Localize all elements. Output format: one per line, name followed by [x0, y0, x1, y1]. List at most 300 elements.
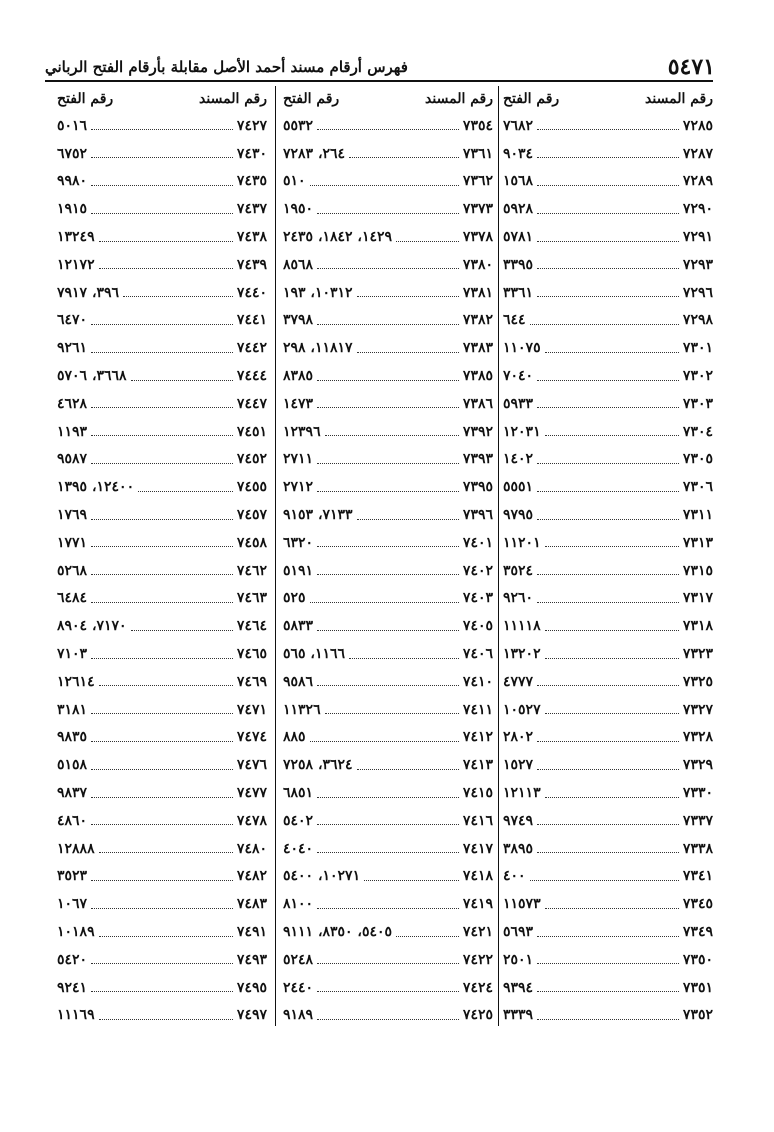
musnad-number: ٧٤٤٧ — [236, 395, 267, 412]
dot-leader — [364, 880, 459, 881]
fath-number: ٩٩٨٠ — [57, 173, 88, 190]
musnad-number: ٧٤٣٧ — [236, 201, 267, 218]
index-row — [283, 696, 493, 724]
dot-leader — [349, 658, 459, 659]
musnad-number: ٧٣٨٥ — [462, 368, 493, 385]
index-row — [283, 1002, 493, 1030]
musnad-number: ٧٣٧٨ — [462, 229, 493, 246]
fath-number: ١٧٦٩ — [57, 507, 88, 524]
dot-leader — [530, 880, 679, 881]
fath-number: ٢٦٤، ٧٢٨٣ — [283, 145, 346, 162]
fath-number: ١٢٦١٤ — [57, 673, 95, 690]
fath-number: ٥٦٩٣ — [503, 924, 534, 940]
dot-leader — [537, 157, 679, 158]
musnad-number: ٧٣٠١ — [682, 340, 713, 357]
dot-leader — [91, 797, 233, 798]
dot-leader — [537, 852, 679, 853]
dot-leader — [138, 491, 233, 492]
page-title: فهرس أرقام مسند أحمد الأصل مقابلة بأرقام الفتح الرباني — [45, 58, 408, 76]
dot-leader — [317, 129, 459, 130]
fath-number: ١٩١٥ — [57, 201, 88, 218]
index-row — [503, 140, 713, 168]
musnad-number: ٧٤٣٥ — [236, 173, 267, 190]
index-row — [283, 640, 493, 668]
index-row — [57, 390, 267, 418]
musnad-number: ٧٣٨١ — [462, 284, 493, 301]
musnad-number: ٧٤٧٨ — [236, 812, 267, 829]
dot-leader — [537, 380, 679, 381]
dot-leader — [545, 630, 679, 631]
musnad-number: ٧٣٣٠ — [682, 785, 713, 802]
index-row — [57, 835, 267, 863]
index-row — [57, 557, 267, 585]
musnad-number: ٧٣٠٢ — [682, 368, 713, 385]
index-row — [283, 918, 493, 946]
dot-leader — [317, 324, 459, 325]
dot-leader — [537, 741, 679, 742]
musnad-number: ٧٤٢١ — [462, 924, 493, 940]
musnad-number: ٧٣١٧ — [682, 590, 713, 607]
dot-leader — [91, 602, 233, 603]
fath-number: ١٤٠٢ — [503, 451, 534, 468]
index-row — [57, 362, 267, 390]
fath-number: ٩٥٨٧ — [57, 451, 88, 468]
musnad-number: ٧٣٥٢ — [682, 1007, 713, 1024]
musnad-number: ٧٣٤٥ — [682, 896, 713, 913]
index-row — [503, 390, 713, 418]
index-row — [503, 362, 713, 390]
index-row — [503, 779, 713, 807]
dot-leader — [530, 324, 679, 325]
fath-number: ٥٢٤٨ — [283, 951, 314, 968]
index-row — [503, 418, 713, 446]
index-row — [283, 418, 493, 446]
dot-leader — [537, 519, 679, 520]
dot-leader — [317, 630, 459, 631]
index-row — [283, 334, 493, 362]
header-rule — [45, 80, 713, 82]
musnad-number: ٧٤٤٢ — [236, 340, 267, 357]
dot-leader — [91, 352, 233, 353]
index-row — [503, 724, 713, 752]
fath-number: ١٢١٧٢ — [57, 256, 95, 273]
dot-leader — [317, 1019, 459, 1020]
musnad-number: ٧٤١٢ — [462, 729, 493, 746]
fath-number: ١١٩٣ — [57, 423, 88, 440]
dot-leader — [537, 824, 679, 825]
index-row — [503, 251, 713, 279]
fath-number: ٢٨٠٢ — [503, 729, 534, 746]
index-row — [283, 168, 493, 196]
index-row — [57, 918, 267, 946]
musnad-number: ٧٤٣٩ — [236, 256, 267, 273]
index-row — [57, 724, 267, 752]
header-musnad-label: رقم المسند — [425, 91, 493, 107]
fath-number: ٥٨٣٣ — [283, 618, 314, 635]
fath-number: ٢٧١١ — [283, 451, 314, 468]
dot-leader — [545, 797, 679, 798]
index-row — [503, 668, 713, 696]
index-row — [283, 779, 493, 807]
fath-number: ١١١١٨ — [503, 618, 541, 635]
dot-leader — [325, 713, 459, 714]
index-row — [57, 863, 267, 891]
dot-leader — [545, 713, 679, 714]
musnad-number: ٧٣٠٣ — [682, 395, 713, 412]
dot-leader — [537, 991, 679, 992]
fath-number: ٤٠٠ — [503, 868, 526, 885]
index-row — [503, 446, 713, 474]
dot-leader — [357, 296, 459, 297]
index-row — [283, 946, 493, 974]
fath-number: ٩٠٣٤ — [503, 145, 534, 162]
index-row — [57, 779, 267, 807]
dot-leader — [131, 630, 233, 631]
dot-leader — [99, 268, 233, 269]
dot-leader — [91, 546, 233, 547]
index-row — [503, 585, 713, 613]
dot-leader — [317, 852, 459, 853]
musnad-number: ٧٤١٨ — [462, 868, 493, 885]
musnad-number: ٧٤٥٧ — [236, 507, 267, 524]
musnad-number: ٧٣٨٦ — [462, 395, 493, 412]
fath-number: ٧٠٤٠ — [503, 368, 534, 385]
dot-leader — [537, 296, 679, 297]
dot-leader — [317, 546, 459, 547]
dot-leader — [537, 129, 679, 130]
dot-leader — [91, 157, 233, 158]
fath-number: ٣١٨١ — [57, 701, 88, 718]
dot-leader — [91, 574, 233, 575]
dot-leader — [310, 602, 459, 603]
fath-number: ٥٧٨١ — [503, 229, 534, 246]
fath-number: ٦٨٥١ — [283, 785, 314, 802]
index-row — [283, 307, 493, 335]
musnad-number: ٧٤٢٢ — [462, 951, 493, 968]
musnad-number: ٧٤٦٩ — [236, 673, 267, 690]
index-row — [57, 168, 267, 196]
dot-leader — [545, 546, 679, 547]
musnad-number: ٧٤٠٥ — [462, 618, 493, 635]
index-row — [283, 390, 493, 418]
dot-leader — [99, 852, 233, 853]
dot-leader — [537, 241, 679, 242]
index-row — [283, 557, 493, 585]
dot-leader — [357, 352, 459, 353]
dot-leader — [537, 1019, 679, 1020]
index-row — [57, 334, 267, 362]
index-row — [503, 279, 713, 307]
dot-leader — [357, 519, 459, 520]
musnad-number: ٧٤٤١ — [236, 312, 267, 329]
fath-number: ٥١٩١ — [283, 562, 314, 579]
dot-leader — [99, 1019, 233, 1020]
fath-number: ٣٨٩٥ — [503, 840, 534, 857]
index-row — [503, 473, 713, 501]
dot-leader — [91, 713, 233, 714]
fath-number: ٨٨٥ — [283, 729, 306, 746]
index-row — [503, 529, 713, 557]
index-row — [57, 946, 267, 974]
musnad-number: ٧٣٠٥ — [682, 451, 713, 468]
dot-leader — [325, 435, 459, 436]
index-row — [57, 279, 267, 307]
musnad-number: ٧٢٩٨ — [682, 312, 713, 329]
header-fath-label: رقم الفتح — [283, 91, 340, 107]
index-row — [283, 195, 493, 223]
dot-leader — [91, 129, 233, 130]
dot-leader — [317, 824, 459, 825]
fath-number: ٣٣٦١ — [503, 284, 534, 301]
fath-number: ١٣٢٠٢ — [503, 646, 541, 663]
fath-number: ٢٧١٢ — [283, 479, 314, 496]
fath-number: ٩٧٤٩ — [503, 812, 534, 829]
fath-number: ١٧٧١ — [57, 534, 88, 551]
fath-number: ١٢١١٣ — [503, 785, 541, 802]
index-row — [57, 307, 267, 335]
column-divider — [275, 86, 276, 1026]
fath-number: ١٠٥٢٧ — [503, 701, 541, 718]
musnad-number: ٧٤٨٠ — [236, 840, 267, 857]
index-row — [283, 473, 493, 501]
fath-number: ١١٢٠١ — [503, 534, 541, 551]
musnad-number: ٧٤٥٢ — [236, 451, 267, 468]
index-column — [503, 86, 713, 1029]
index-row — [503, 974, 713, 1002]
index-row — [503, 307, 713, 335]
index-row — [57, 529, 267, 557]
fath-number: ٧١٠٣ — [57, 646, 88, 663]
index-row — [283, 529, 493, 557]
musnad-number: ٧٤٢٧ — [236, 117, 267, 134]
fath-number: ٦٤٧٠ — [57, 312, 88, 329]
musnad-number: ٧٣١٣ — [682, 534, 713, 551]
dot-leader — [317, 463, 459, 464]
dot-leader — [349, 157, 459, 158]
dot-leader — [91, 991, 233, 992]
musnad-number: ٧٣٦١ — [462, 145, 493, 162]
index-row — [57, 223, 267, 251]
musnad-number: ٧٣٨٣ — [462, 340, 493, 357]
dot-leader — [537, 407, 679, 408]
dot-leader — [91, 880, 233, 881]
dot-leader — [537, 602, 679, 603]
fath-number: ٧١٣٣، ٩١٥٣ — [283, 507, 353, 524]
index-row — [503, 863, 713, 891]
fath-number: ١٢٨٨٨ — [57, 840, 95, 857]
musnad-number: ٧٣١٥ — [682, 562, 713, 579]
index-row — [503, 835, 713, 863]
index-row — [503, 168, 713, 196]
fath-number: ١٠٣١٢، ١٩٣ — [283, 284, 353, 301]
musnad-number: ٧٤١٧ — [462, 840, 493, 857]
musnad-number: ٧٣٩٦ — [462, 507, 493, 524]
fath-number: ٩٨٣٥ — [57, 729, 88, 746]
fath-number: ٥٤٠٢ — [283, 812, 314, 829]
fath-number: ١١٠٧٥ — [503, 340, 541, 357]
dot-leader — [91, 519, 233, 520]
fath-number: ٨١٠٠ — [283, 896, 314, 913]
dot-leader — [396, 241, 459, 242]
index-row — [283, 251, 493, 279]
index-row — [57, 974, 267, 1002]
musnad-number: ٧٤٥١ — [236, 423, 267, 440]
fath-number: ١١١٦٩ — [57, 1007, 95, 1024]
musnad-number: ٧٤١٦ — [462, 812, 493, 829]
fath-number: ٥٩٢٨ — [503, 201, 534, 218]
fath-number: ١١٨١٧، ٢٩٨ — [283, 340, 353, 357]
musnad-number: ٧٤٩٥ — [236, 979, 267, 996]
dot-leader — [537, 185, 679, 186]
dot-leader — [317, 908, 459, 909]
dot-leader — [310, 185, 459, 186]
musnad-number: ٧٤٤٤ — [236, 368, 267, 385]
fath-number: ٧١٧٠، ٨٩٠٤ — [57, 618, 127, 635]
index-row — [283, 140, 493, 168]
index-row — [503, 918, 713, 946]
index-row — [283, 446, 493, 474]
fath-number: ٥٥٥١ — [503, 479, 534, 496]
fath-number: ٥٤٢٠ — [57, 951, 88, 968]
musnad-number: ٧٣١٨ — [682, 618, 713, 635]
dot-leader — [537, 491, 679, 492]
index-row — [57, 140, 267, 168]
index-column — [57, 86, 267, 1029]
musnad-number: ٧٢٩٦ — [682, 284, 713, 301]
fath-number: ٦٤٤ — [503, 312, 526, 329]
page-number: ٥٤٧١ — [667, 54, 715, 80]
dot-leader — [310, 741, 459, 742]
dot-leader — [545, 908, 679, 909]
dot-leader — [91, 741, 233, 742]
fath-number: ٧٦٨٢ — [503, 117, 534, 134]
dot-leader — [317, 991, 459, 992]
dot-leader — [357, 769, 459, 770]
musnad-number: ٧٤٨٣ — [236, 896, 267, 913]
fath-number: ٣٧٩٨ — [283, 312, 314, 329]
index-row — [283, 585, 493, 613]
fath-number: ٦٤٨٤ — [57, 590, 88, 607]
fath-number: ٣٦٦٨، ٥٧٠٦ — [57, 368, 127, 385]
index-row — [503, 612, 713, 640]
fath-number: ٥٢٥ — [283, 590, 306, 607]
musnad-number: ٧٢٨٧ — [682, 145, 713, 162]
fath-number: ٣٥٢٣ — [57, 868, 88, 885]
dot-leader — [537, 685, 679, 686]
fath-number: ٤٨٦٠ — [57, 812, 88, 829]
dot-leader — [317, 491, 459, 492]
musnad-number: ٧٢٨٩ — [682, 173, 713, 190]
musnad-number: ٧٣٢٧ — [682, 701, 713, 718]
musnad-number: ٧٤٣٨ — [236, 229, 267, 246]
musnad-number: ٧٢٩٣ — [682, 256, 713, 273]
column-rows — [57, 112, 267, 1029]
musnad-number: ٧٤٩٧ — [236, 1007, 267, 1024]
dot-leader — [99, 685, 233, 686]
fath-number: ٥٢٦٨ — [57, 562, 88, 579]
index-row — [503, 640, 713, 668]
fath-number: ٥٤٠٥، ٨٣٥٠، ٩١١١ — [283, 924, 393, 940]
index-row — [283, 835, 493, 863]
dot-leader — [317, 268, 459, 269]
fath-number: ٥١٥٨ — [57, 757, 88, 774]
dot-leader — [545, 658, 679, 659]
fath-number: ١٣٢٤٩ — [57, 229, 95, 246]
index-row — [503, 751, 713, 779]
dot-leader — [545, 352, 679, 353]
fath-number: ٥٥٣٢ — [283, 117, 314, 134]
column-divider — [498, 86, 499, 1026]
musnad-number: ٧٣٩٢ — [462, 423, 493, 440]
musnad-number: ٧٤٧٦ — [236, 757, 267, 774]
dot-leader — [317, 797, 459, 798]
dot-leader — [131, 380, 233, 381]
fath-number: ٩٨٣٧ — [57, 785, 88, 802]
musnad-number: ٧٤٦٢ — [236, 562, 267, 579]
header-musnad-label: رقم المسند — [199, 91, 267, 107]
index-row — [503, 334, 713, 362]
index-row — [283, 223, 493, 251]
dot-leader — [537, 574, 679, 575]
index-row — [57, 112, 267, 140]
header-musnad-label: رقم المسند — [645, 91, 713, 107]
index-column — [283, 86, 493, 1029]
dot-leader — [537, 769, 679, 770]
index-row — [503, 946, 713, 974]
fath-number: ١١٥٧٣ — [503, 896, 541, 913]
index-row — [503, 807, 713, 835]
index-row — [57, 446, 267, 474]
musnad-number: ٧٣٧٣ — [462, 201, 493, 218]
dot-leader — [99, 241, 233, 242]
index-row — [57, 890, 267, 918]
fath-number: ١٠٦٧ — [57, 896, 88, 913]
index-row — [283, 863, 493, 891]
index-row — [503, 1002, 713, 1030]
fath-number: ٩٧٩٥ — [503, 507, 534, 524]
musnad-number: ٧٣٥٤ — [462, 117, 493, 134]
musnad-number: ٧٤٢٤ — [462, 979, 493, 996]
dot-leader — [537, 963, 679, 964]
index-row — [57, 696, 267, 724]
musnad-number: ٧٤١١ — [462, 701, 493, 718]
fath-number: ٤٠٤٠ — [283, 840, 314, 857]
index-row — [503, 223, 713, 251]
fath-number: ٤٧٧٧ — [503, 673, 534, 690]
dot-leader — [123, 296, 233, 297]
musnad-number: ٧٣٦٢ — [462, 173, 493, 190]
index-row — [57, 473, 267, 501]
musnad-number: ٧٤٠٦ — [462, 646, 493, 663]
fath-number: ١١٦٦، ٥٦٥ — [283, 646, 346, 663]
musnad-number: ٧٤٢٥ — [462, 1007, 493, 1024]
musnad-number: ٧٤٧٤ — [236, 729, 267, 746]
column-rows — [503, 112, 713, 1029]
musnad-number: ٧٣٣٨ — [682, 840, 713, 857]
musnad-number: ٧٤٩٣ — [236, 951, 267, 968]
index-row — [283, 890, 493, 918]
fath-number: ٥٩٣٣ — [503, 395, 534, 412]
fath-number: ٩١٨٩ — [283, 1007, 314, 1024]
musnad-number: ٧٣٤١ — [682, 868, 713, 885]
column-rows — [283, 112, 493, 1029]
fath-number: ١١٣٢٦ — [283, 701, 321, 718]
fath-number: ٣٩٦، ٧٩١٧ — [57, 284, 120, 301]
dot-leader — [91, 963, 233, 964]
fath-number: ١٢٣٩٦ — [283, 423, 321, 440]
index-row — [503, 195, 713, 223]
musnad-number: ٧٣٣٧ — [682, 812, 713, 829]
